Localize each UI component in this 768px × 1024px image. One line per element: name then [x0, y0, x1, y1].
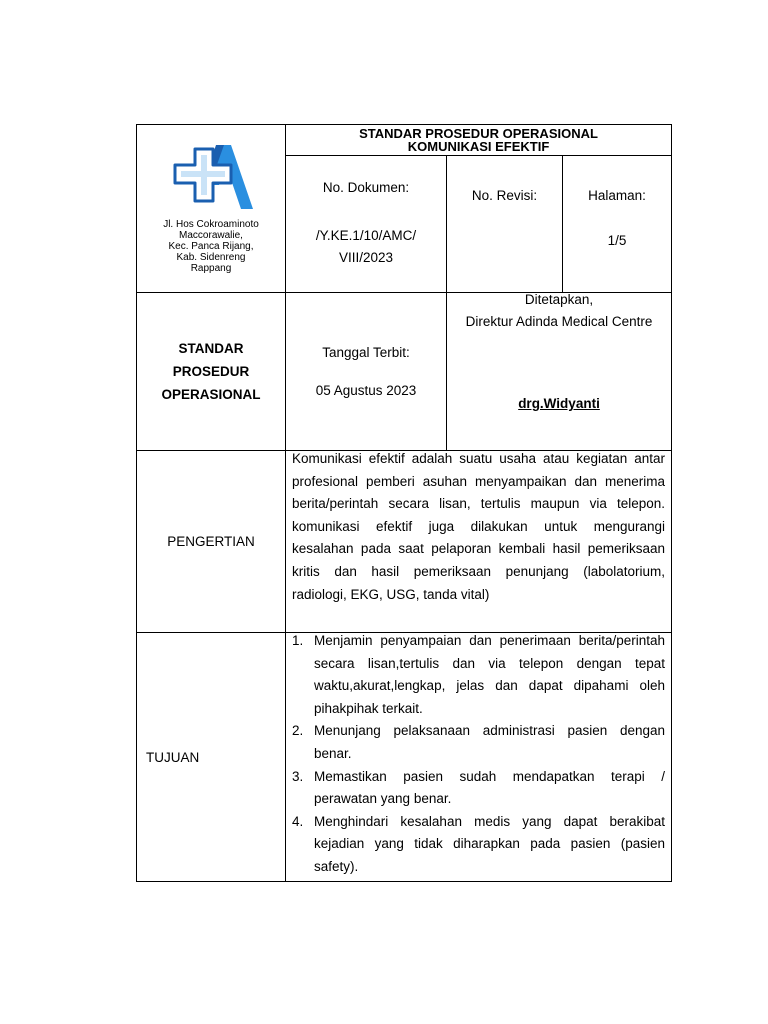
address-block: [137, 219, 285, 274]
page-cell: [563, 156, 672, 293]
definition-text-cell: [286, 451, 672, 633]
issue-date-label: Tanggal Terbit:: [322, 345, 410, 360]
document-number-label: No. Dokumen:: [322, 179, 410, 195]
objective-text: Menjamin penyampaian dan penerimaan berita/perintah secara lisan,tertulis dan via telepon dengan tepat waktu,akurat,lengkap, jelas dan dapat dipahami oleh pihakpihak terkait.: [314, 633, 666, 716]
document-title: [286, 125, 672, 156]
objective-number: 4.: [292, 813, 304, 829]
page-label: Halaman:: [588, 188, 646, 203]
approval-cell: [447, 293, 672, 451]
objective-number: 3.: [292, 768, 304, 784]
medical-cross-logo-icon: [169, 143, 253, 213]
objectives-list: [292, 630, 665, 879]
revision-label: No. Revisi:: [471, 188, 538, 203]
definition-text: Komunikasi efektif adalah suatu usaha atau kegiatan antar profesional pemberi asuhan menyampaikan dan menerima berita/perintah secara lisan, tertulis maupun via telepon. komunikasi efektif juga dilakukan untuk mengurangi kesalahan pada saat pelaporan kembali hasil pemeriksaan kritis dan hasil pemeriksaan penunjang (labolatorium, radiologi, EKG, USG, tanda vital): [292, 451, 666, 602]
definition-label-cell: [137, 451, 286, 633]
address-line: Jl. Hos Cokroaminoto: [163, 219, 259, 230]
sop-table: [136, 124, 672, 882]
objective-text: Menunjang pelaksanaan administrasi pasien dengan benar.: [314, 723, 666, 761]
page-value: 1/5: [607, 233, 627, 248]
issue-date-cell: [286, 293, 447, 451]
objective-item: [292, 811, 666, 879]
objective-item: [292, 720, 666, 765]
document-number-value-2: VIII/2023: [338, 249, 394, 265]
objective-text: Memastikan pasien sudah mendapatkan terapi / perawatan yang benar.: [314, 768, 666, 807]
sop-document: [136, 124, 671, 882]
sop-label-line-2: PROSEDUR: [172, 364, 250, 379]
objective-item: [292, 766, 666, 811]
established-label: Ditetapkan,: [524, 292, 594, 307]
objective-text: Menghindari kesalahan medis yang dapat berakibat kejadian yang tidak diharapkan pada pasien (pasien safety).: [314, 813, 666, 874]
director-title: Direktur Adinda Medical Centre: [465, 314, 653, 329]
objective-item: [292, 630, 666, 720]
title-line-1: STANDAR PROSEDUR OPERASIONAL: [359, 126, 598, 141]
sop-label-cell: [137, 293, 286, 451]
signatory-name: drg.Widyanti: [518, 396, 600, 411]
issue-date-value: 05 Agustus 2023: [315, 383, 417, 398]
revision-cell: [447, 156, 563, 293]
address-line: Kab. Sidenreng: [176, 252, 246, 263]
objectives-text-cell: [286, 633, 672, 882]
address-line: Maccorawalie,: [179, 230, 243, 241]
objectives-label-cell: [137, 633, 286, 882]
objectives-label: TUJUAN: [146, 749, 200, 765]
objective-number: 1.: [292, 633, 304, 648]
definition-label: PENGERTIAN: [167, 534, 255, 549]
document-number-value-1: /Y.KE.1/10/AMC/: [315, 227, 417, 243]
address-line: Kec. Panca Rijang,: [168, 241, 254, 252]
title-line-2: KOMUNIKASI EFEKTIF: [407, 139, 550, 154]
sop-label-line-3: OPERASIONAL: [161, 387, 261, 402]
address-line: Rappang: [190, 263, 232, 274]
document-number-cell: [286, 156, 447, 293]
logo-cell: [137, 125, 286, 293]
objective-number: 2.: [292, 723, 304, 739]
sop-label-line-1: STANDAR: [178, 341, 244, 356]
